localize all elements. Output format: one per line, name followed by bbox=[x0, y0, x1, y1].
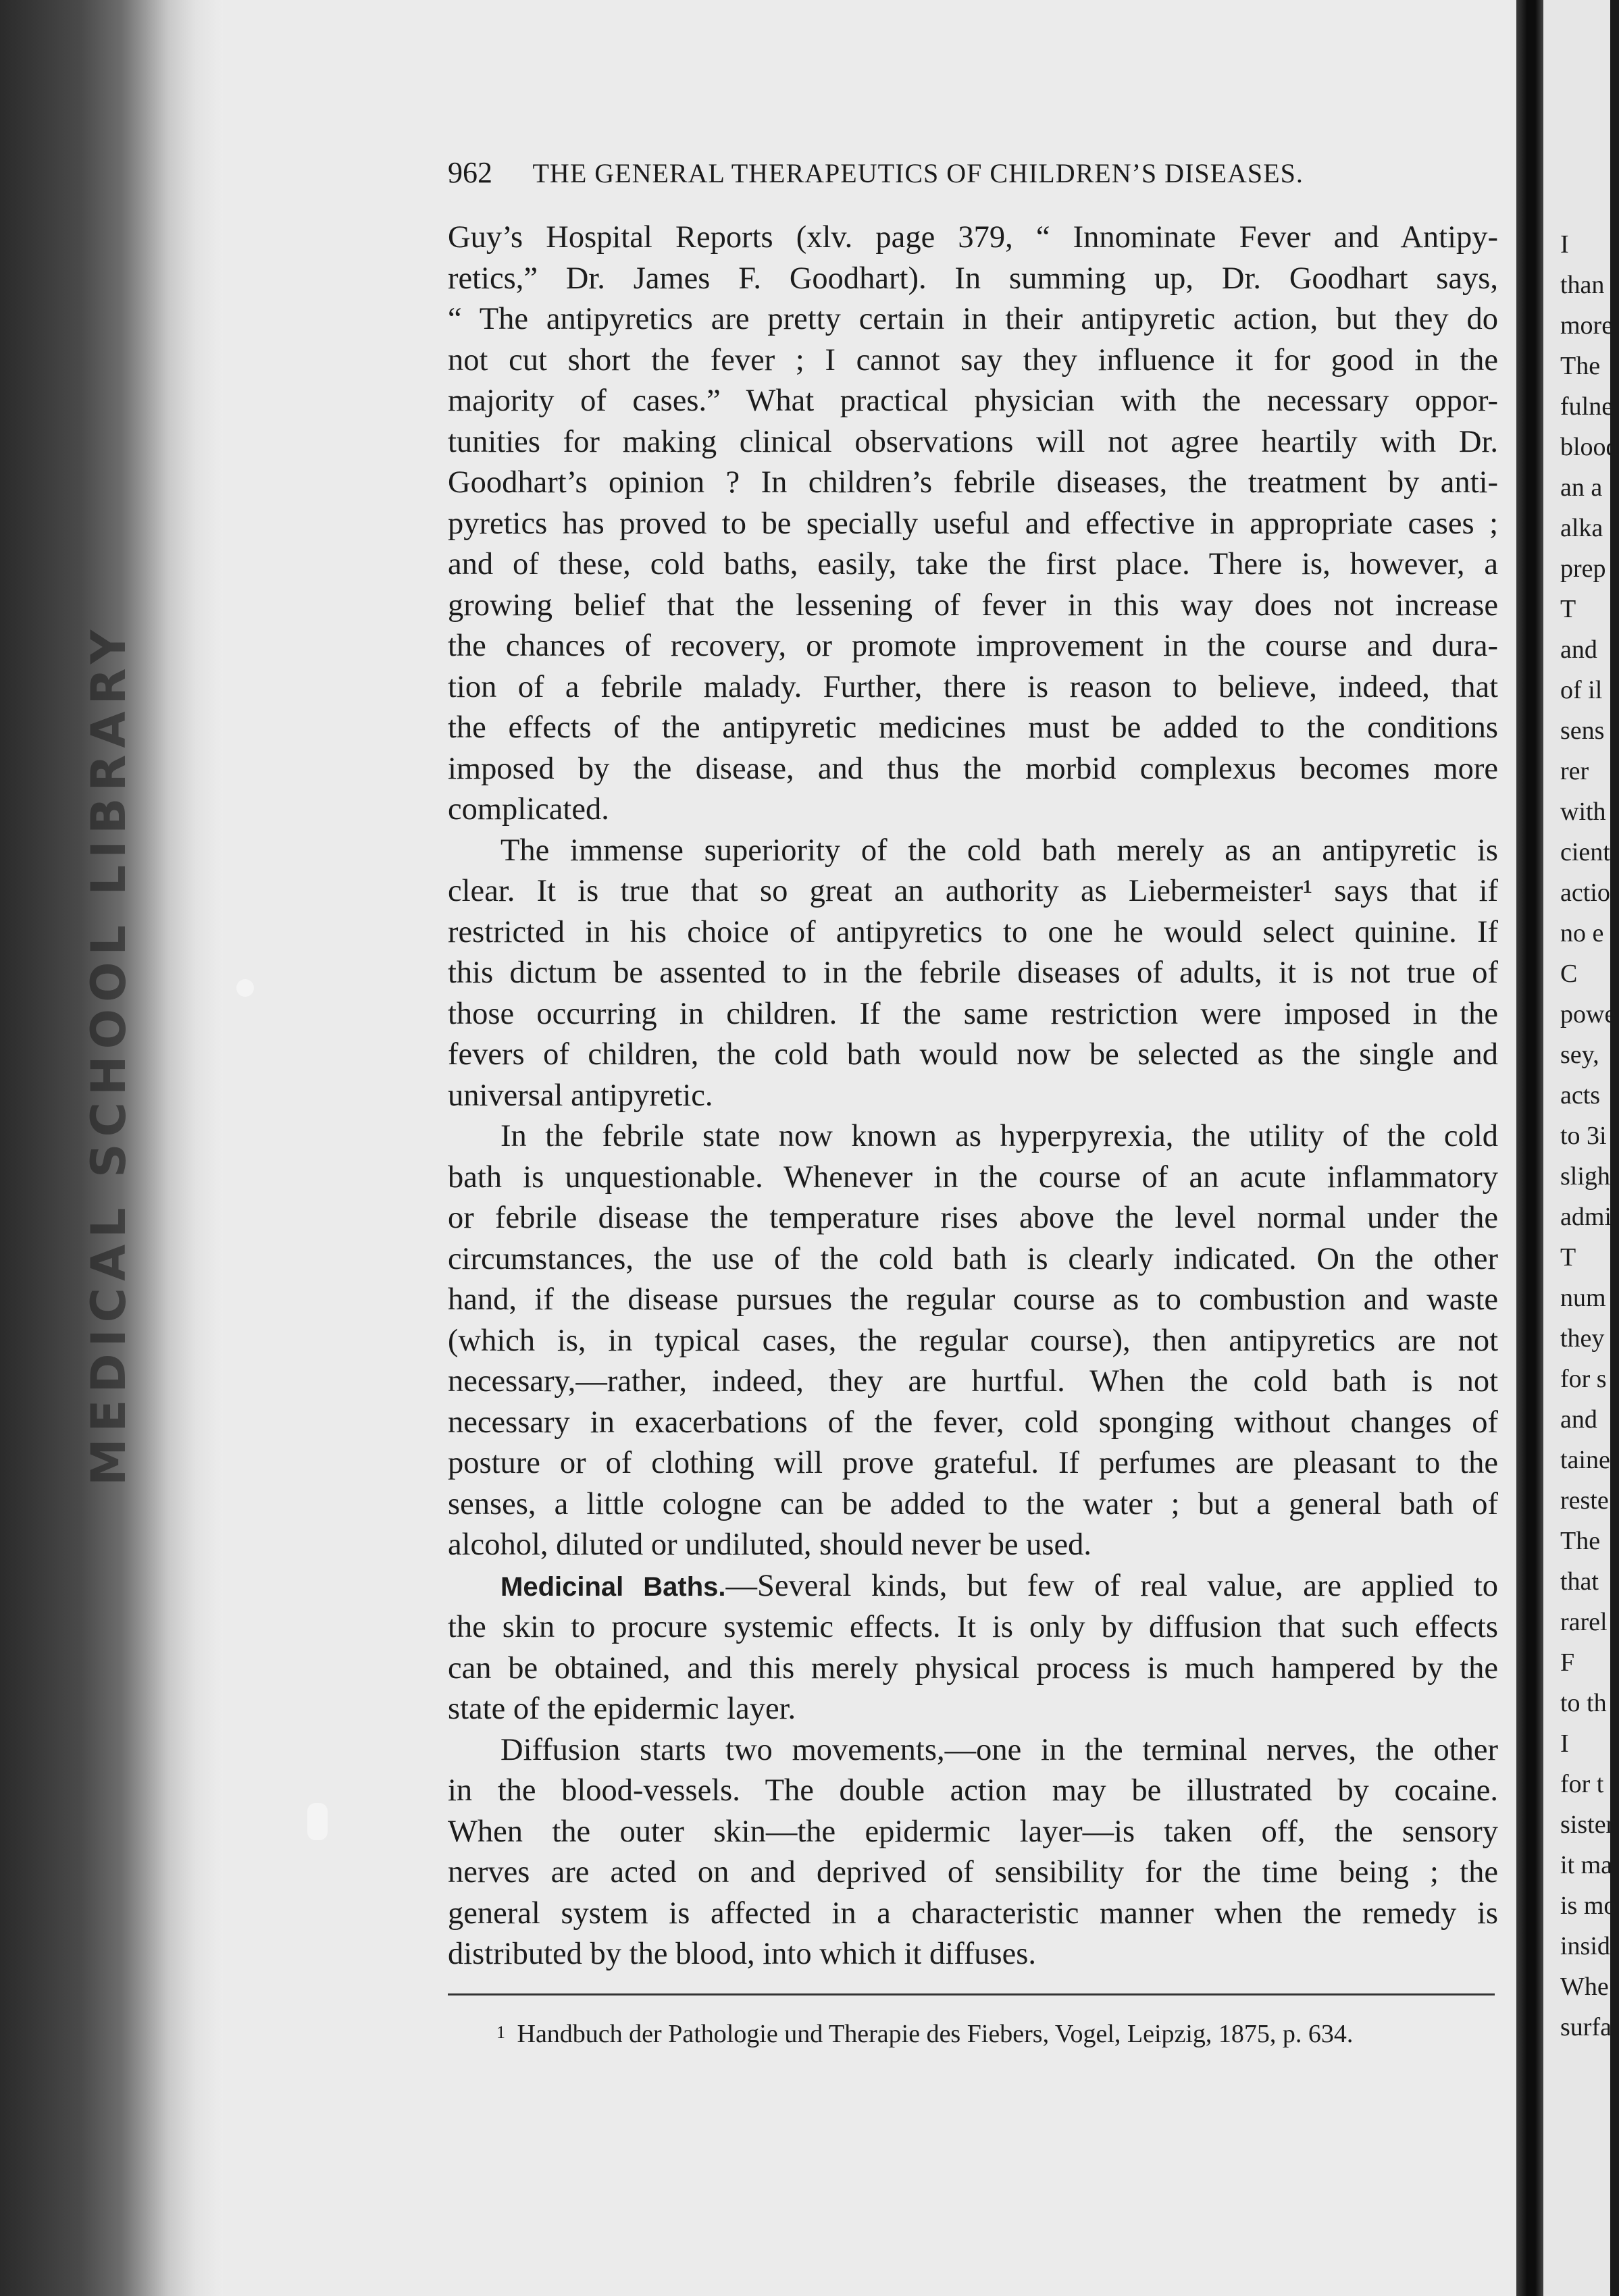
facing-page-text: they bbox=[1560, 1324, 1605, 1353]
text-line bbox=[448, 1566, 1498, 1608]
text-line: Guy’s Hospital Reports (xlv. page 379, “ Innominate Fever and Antipy- bbox=[448, 220, 1498, 255]
facing-page-text: Whe bbox=[1560, 1973, 1609, 2001]
facing-page-text: fulne bbox=[1560, 392, 1614, 421]
text-line: nerves are acted on and deprived of sensibility for the time being ; the bbox=[448, 1855, 1498, 1889]
footnote bbox=[496, 2019, 1510, 2049]
text-line: those occurring in children. If the same restriction were imposed in the bbox=[448, 996, 1498, 1031]
scan-blemish bbox=[236, 979, 254, 997]
facing-page-text: F bbox=[1560, 1648, 1575, 1677]
footnote-marker: 1 bbox=[496, 2023, 505, 2042]
paragraph bbox=[448, 1566, 1498, 1730]
facing-page-text: The bbox=[1560, 352, 1601, 380]
side-heading: Medicinal Baths. bbox=[500, 1571, 726, 1602]
text-line: state of the epidermic layer. bbox=[448, 1692, 796, 1726]
page-number: 962 bbox=[448, 156, 492, 189]
facing-page-text: rer bbox=[1560, 757, 1589, 785]
facing-page-text: acts bbox=[1560, 1081, 1601, 1110]
text-line: restricted in his choice of antipyretics to one he would select quinine. If bbox=[448, 914, 1498, 949]
facing-page-text: for t bbox=[1560, 1770, 1604, 1798]
text-line: pyretics has proved to be specially useful and effective in appropriate cases ; bbox=[448, 506, 1498, 541]
facing-page-text: actio bbox=[1560, 879, 1610, 907]
facing-page-text: powe bbox=[1560, 1000, 1616, 1028]
facing-page-text: sister bbox=[1560, 1810, 1615, 1839]
facing-page-text: C bbox=[1560, 960, 1578, 988]
facing-page-text: num bbox=[1560, 1284, 1606, 1312]
facing-page-text: reste bbox=[1560, 1486, 1609, 1515]
paragraph bbox=[448, 1730, 1498, 1975]
text-line-rest: —Several kinds, but few of real value, are applied to bbox=[725, 1568, 1499, 1603]
text-line: distributed by the blood, into which it diffuses. bbox=[448, 1937, 1036, 1971]
text-line: can be obtained, and this merely physical process is much hampered by the bbox=[448, 1650, 1498, 1686]
facing-page-text: no e bbox=[1560, 919, 1604, 947]
facing-page-text: blood bbox=[1560, 433, 1619, 461]
facing-page-text: and bbox=[1560, 635, 1597, 664]
facing-page-text: to 3i bbox=[1560, 1122, 1607, 1150]
facing-page-text: that bbox=[1560, 1567, 1599, 1596]
body-text bbox=[448, 217, 1498, 1975]
scan-blemish bbox=[307, 1803, 328, 1840]
text-line: necessary,—rather, indeed, they are hurtful. When the cold bath is not bbox=[448, 1364, 1498, 1399]
facing-page-text: I bbox=[1560, 1729, 1569, 1758]
text-line: growing belief that the lessening of fever in this way does not increase bbox=[448, 588, 1498, 623]
footnote-text: Handbuch der Pathologie und Therapie des Fiebers, Vogel, Leipzig, 1875, p. 634. bbox=[517, 2020, 1354, 2048]
text-line: tion of a febrile malady. Further, there is reason to believe, indeed, that bbox=[448, 669, 1498, 704]
text-line: imposed by the disease, and thus the morbid complexus becomes more bbox=[448, 751, 1498, 786]
text-line: “ The antipyretics are pretty certain in their antipyretic action, but they do bbox=[448, 302, 1498, 336]
facing-page-text: for s bbox=[1560, 1365, 1607, 1393]
facing-page-text: alka bbox=[1560, 514, 1603, 542]
facing-page-text: taine bbox=[1560, 1446, 1610, 1474]
book-page-edges bbox=[0, 0, 223, 2296]
facing-page-text: T bbox=[1560, 595, 1576, 623]
facing-page-text: an a bbox=[1560, 473, 1603, 502]
facing-page-text: admi bbox=[1560, 1203, 1612, 1231]
text-line: tunities for making clinical observations will not agree heartily with Dr. bbox=[448, 424, 1498, 459]
text-line: the chances of recovery, or promote improvement in the course and dura- bbox=[448, 629, 1498, 663]
text-line: senses, a little cologne can be added to the water ; but a general bath of bbox=[448, 1486, 1498, 1521]
text-line: majority of cases.” What practical physician with the necessary oppor- bbox=[448, 384, 1498, 418]
facing-page-text: sens bbox=[1560, 716, 1605, 745]
facing-page-text: more bbox=[1560, 311, 1614, 340]
facing-page-text: sey, bbox=[1560, 1041, 1599, 1069]
facing-page-fragment bbox=[1543, 0, 1619, 2296]
facing-page-text: and bbox=[1560, 1405, 1597, 1434]
text-line: in the blood-vessels. The double action may be illustrated by cocaine. bbox=[448, 1773, 1498, 1808]
facing-page-text: it ma bbox=[1560, 1851, 1613, 1879]
text-line: necessary in exacerbations of the fever, cold sponging without changes of bbox=[448, 1405, 1498, 1440]
facing-page-text: T bbox=[1560, 1243, 1576, 1272]
text-line: the effects of the antipyretic medicines must be added to the conditions bbox=[448, 710, 1498, 745]
facing-page-text: surfa bbox=[1560, 2013, 1612, 2041]
facing-page-text: of il bbox=[1560, 676, 1603, 704]
facing-page-text: is mo bbox=[1560, 1891, 1617, 1920]
text-line: retics,” Dr. James F. Goodhart). In summing up, Dr. Goodhart says, bbox=[448, 261, 1498, 296]
facing-page-text: with bbox=[1560, 798, 1606, 826]
paragraph bbox=[448, 831, 1498, 1117]
text-line: In the febrile state now known as hyperpyrexia, the utility of the cold bbox=[500, 1119, 1498, 1153]
text-line: (which is, in typical cases, the regular course), then antipyretics are not bbox=[448, 1323, 1498, 1358]
spine-library-stamp: MEDICAL SCHOOL LIBRARY bbox=[81, 623, 136, 1486]
text-line: general system is affected in a characteristic manner when the remedy is bbox=[448, 1896, 1498, 1931]
text-line: not cut short the fever ; I cannot say they influence it for good in the bbox=[448, 342, 1498, 377]
text-line: clear. It is true that so great an authority as Liebermeister¹ says that if bbox=[448, 874, 1498, 908]
footnote-rule bbox=[448, 1993, 1495, 1995]
text-line: hand, if the disease pursues the regular course as to combustion and waste bbox=[448, 1282, 1498, 1317]
paragraph bbox=[448, 217, 1498, 831]
facing-page-text: The bbox=[1560, 1527, 1601, 1555]
text-line: When the outer skin—the epidermic layer—is taken off, the sensory bbox=[448, 1814, 1498, 1849]
facing-page-text: sligh bbox=[1560, 1162, 1610, 1191]
text-line: complicated. bbox=[448, 792, 609, 827]
book-gutter bbox=[1516, 0, 1543, 2296]
text-line: circumstances, the use of the cold bath is clearly indicated. On the other bbox=[448, 1241, 1498, 1276]
facing-page-text: I bbox=[1560, 230, 1569, 259]
text-line: alcohol, diluted or undiluted, should never be used. bbox=[448, 1528, 1092, 1562]
text-line: this dictum be assented to in the febrile diseases of adults, it is not true of bbox=[448, 956, 1498, 990]
facing-page-text: prep bbox=[1560, 554, 1606, 583]
text-line: The immense superiority of the cold bath merely as an antipyretic is bbox=[500, 833, 1498, 868]
text-line: and of these, cold baths, easily, take the first place. There is, however, a bbox=[448, 547, 1498, 581]
facing-page-text: insid bbox=[1560, 1932, 1610, 1960]
text-line: bath is unquestionable. Whenever in the course of an acute inflammatory bbox=[448, 1159, 1498, 1195]
text-line: the skin to procure systemic effects. It is only by diffusion that such effects bbox=[448, 1610, 1498, 1644]
text-line: Diffusion starts two movements,—one in the terminal nerves, the other bbox=[500, 1732, 1498, 1767]
page-header bbox=[448, 155, 1393, 196]
facing-page-text: than bbox=[1560, 271, 1605, 299]
facing-page-text: to th bbox=[1560, 1689, 1607, 1717]
paragraph bbox=[448, 1116, 1498, 1566]
text-line: fevers of children, the cold bath would now be selected as the single and bbox=[448, 1037, 1498, 1072]
facing-page-text: rarel bbox=[1560, 1608, 1608, 1636]
running-head: THE GENERAL THERAPEUTICS OF CHILDREN’S DISEASES. bbox=[532, 158, 1304, 188]
text-line: Goodhart’s opinion ? In children’s febrile diseases, the treatment by anti- bbox=[448, 465, 1498, 500]
facing-page-text: cient bbox=[1560, 838, 1610, 866]
text-line: or febrile disease the temperature rises above the level normal under the bbox=[448, 1201, 1498, 1235]
text-line: universal antipyretic. bbox=[448, 1078, 713, 1113]
text-line: posture or of clothing will prove grateful. If perfumes are pleasant to the bbox=[448, 1446, 1498, 1480]
